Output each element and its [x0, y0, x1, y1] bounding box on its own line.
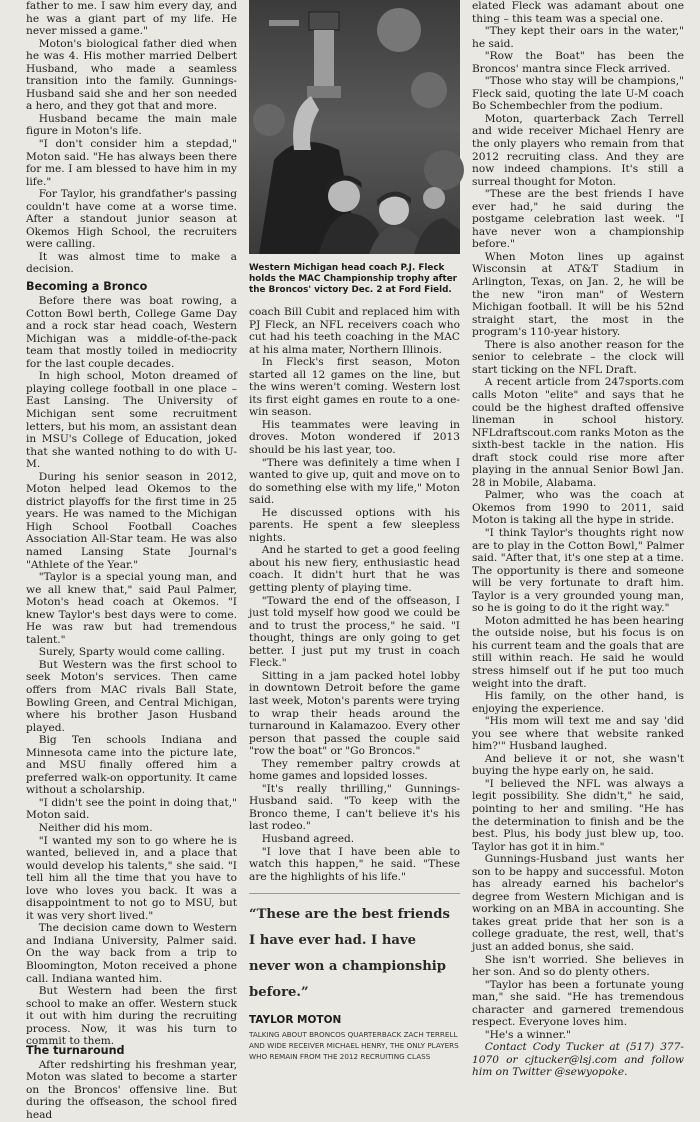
pull-quote-description: TALKING ABOUT BRONCOS QUARTERBACK ZACH TERRELL AND WIDE RECEIVER MICHAEL HENRY, THE ONLY PLAYERS WHO REMAIN FROM THE 2012 RECRUITING CLASS	[249, 1030, 459, 1062]
article-paragraph: "Those who stay will be champions," Fleck said, quoting the late U-M coach Bo Schembechler from the podium.	[472, 75, 684, 113]
article-paragraph: Gunnings-Husband just wants her son to be happy and successful. Moton has already earned his bachelor's degree from Western Michigan and is working on an MBA in accounting. She takes great pride that her son is a college graduate, the rest, well, that's just an added bonus, she said.	[472, 853, 684, 954]
article-paragraph: Surely, Sparty would come calling.	[38, 646, 226, 659]
section-heading-becoming-a-bronco: Becoming a Bronco	[26, 280, 148, 294]
article-paragraph: In Fleck's first season, Moton started all 12 games on the line, but the wins weren't coming. Western lost its first eight games en route to a one-win season.	[249, 356, 460, 419]
pull-quote	[249, 893, 460, 1062]
article-paragraph: There is also another reason for the senior to celebrate – the clock will start ticking on the NFL Draft.	[472, 338, 684, 376]
article-paragraph: "I didn't see the point in doing that," Moton said.	[26, 796, 237, 822]
article-paragraph: "I wanted my son to go where he is wanted, believed in, and a place that would develop his talents," she said. "I tell him all the time that you have to love who loves you back. It was a disappointment to not go to MSU, but it was very short lived."	[26, 834, 237, 922]
article-paragraph: "I love that I have been able to watch this happen," he said. "These are the highlights of his life."	[249, 845, 460, 883]
article-paragraph: Moton, quarterback Zach Terrell and wide receiver Michael Henry are the only players who remain from that 2012 recruiting class. And they are now indeed champions. It's still a surreal thought for Moton.	[472, 112, 684, 188]
article-paragraph: In high school, Moton dreamed of playing college football in one place – East Lansing. The University of Michigan sent some recruitment letters, but his mom, an assistant dean in MSU's College of Education, joked that she wanted nothing to do with U-M.	[26, 370, 237, 471]
photo-illustration	[249, 0, 460, 254]
article-paragraph: For Taylor, his grandfather's passing couldn't have come at a worse time. After a standout junior season at Okemos High School, the recruiters were calling.	[26, 188, 237, 251]
column-2-text	[249, 306, 460, 883]
column-3	[472, 0, 684, 1087]
article-paragraph: Neither did his mom.	[38, 822, 153, 834]
article-paragraph: Moton admitted he has been hearing the outside noise, but his focus is on his current team and the goals that are still within reach. He said he would stress himself out if he put too much weight into the draft.	[472, 614, 684, 690]
article-paragraph: It was almost time to make a decision.	[26, 250, 237, 276]
trophy-celebration-photo	[249, 0, 460, 254]
article-paragraph: And believe it or not, she wasn't buying the hype early on, he said.	[472, 752, 684, 778]
article-paragraph: Husband became the main male figure in Moton's life.	[26, 112, 237, 138]
article-paragraph: A recent article from 247sports.com calls Moton "elite" and says that he could be the highest drafted offensive lineman in school history. NFLdraftscout.com ranks Moton as the sixth-best tackle in the nation. His draft stock could rise more after playing in the annual Senior Bowl Jan. 28 in Mobile, Alabama.	[472, 376, 684, 489]
article-paragraph: "His mom will text me and say 'did you see where that website ranked him?'" Husband laughed.	[472, 715, 684, 753]
article-paragraph: "Toward the end of the offseason, I just told myself how good we could be and to trust the process," he said. "I thought, things are only going to get better. I just put my trust in coach Fleck."	[249, 594, 460, 670]
article-paragraph: "I believed the NFL was always a legit possibility. She didn't," he said, pointing to her and smiling. "He has the determination to finish and be the best. Plus, his body just blew up, too. Taylor has got it in him."	[472, 777, 684, 853]
article-paragraph: After redshirting his freshman year, Moton was slated to become a starter on the Broncos' offensive line. But during the offseason, the school fired head	[26, 1058, 237, 1122]
article-paragraph: "These are the best friends I have ever had," he said during the postgame celebration last week. "I have never won a championship before."	[472, 188, 684, 251]
article-paragraph: Moton's biological father died when he was 4. His mother married Delbert Husband, who made a seamless transition into the family. Gunnings-Husband said she and her son needed a hero, and they got that and more.	[26, 37, 237, 113]
pull-quote-text: “These are the best friends I have ever had. I have never won a championship before.”	[249, 907, 450, 1001]
section-heading-the-turnaround: The turnaround	[26, 1043, 125, 1057]
column-1-top-text	[26, 0, 237, 276]
column-2	[249, 0, 460, 1087]
article-paragraph: He discussed options with his parents. He spent a few sleepless nights.	[249, 506, 460, 544]
article-paragraph: father to me. I saw him every day, and he was a giant part of my life. He never missed a game."	[26, 0, 237, 38]
article-paragraph: "It's really thrilling," Gunnings-Husband said. "To keep with the Bronco theme, I can't believe it's his last rodeo."	[249, 782, 460, 833]
pull-quote-attribution: TAYLOR MOTON	[249, 1014, 342, 1027]
article-paragraph: They remember paltry crowds at home games and lopsided losses.	[249, 757, 460, 783]
column-3-text	[472, 0, 684, 1041]
article-paragraph: Husband agreed.	[261, 832, 355, 845]
article-paragraph: "He's a winner."	[484, 1028, 572, 1041]
article-paragraph: Palmer, who was the coach at Okemos from 1990 to 2011, said Moton is taking all the hype in stride.	[472, 489, 684, 527]
column-1	[26, 0, 237, 1122]
article-paragraph: The decision came down to Western and Indiana University, Palmer said. On the way back from a trip to Bloomington, Moton received a phone call. Indiana wanted him.	[26, 922, 237, 985]
article-paragraph: When Moton lines up against Wisconsin at AT&T Stadium in Arlington, Texas, on Jan. 2, he will be the new "iron man" of Western Michigan football. It will be his 52nd straight start, the most in the program's 110-year history.	[472, 250, 684, 339]
article-paragraph: And he started to get a good feeling about his new fiery, enthusiastic head coach. It didn't hurt that he was getting plenty of playing time.	[249, 544, 460, 595]
article-paragraph: "I think Taylor's thoughts right now are to play in the Cotton Bowl," Palmer said. "After that, it's one step at a time. The opportunity is there and someone will be very fortunate to draft him. Taylor is a very grounded young man, so he is going to do it the right way."	[472, 526, 684, 615]
author-contact-credit: Contact Cody Tucker at (517) 377-1070 or cjtucker@lsj.com and follow him on Twitter @sewyopoke.	[472, 1041, 684, 1079]
article-paragraph: Big Ten schools Indiana and Minnesota came into the picture late, and MSU finally offered him a preferred walk-on opportunity. It came without a scholarship.	[26, 734, 237, 797]
article-paragraph: "I don't consider him a stepdad," Moton said. "He has always been there for me. I am blessed to have him in my life."	[26, 138, 237, 188]
article-paragraph: "They kept their oars in the water," he said.	[472, 25, 684, 50]
article-paragraph: "Taylor is a special young man, and we all knew that," said Paul Palmer, Moton's head coach at Okemos. "I knew Taylor's best days were to come. He was raw but had tremendous talent."	[26, 571, 237, 646]
article-paragraph: But Western had been the first school to make an offer. Western stuck it out with him during the recruiting process. Now, it was his turn to commit to them.	[26, 985, 237, 1048]
photo-caption: Western Michigan head coach P.J. Fleck holds the MAC Championship trophy after the Broncos' victory Dec. 2 at Ford Field.	[249, 263, 458, 295]
article-paragraph: She isn't worried. She believes in her son. And so do plenty others.	[472, 953, 684, 979]
article-paragraph: His family, on the other hand, is enjoying the experience.	[472, 690, 684, 715]
article-paragraph: "Row the Boat" has been the Broncos' mantra since Fleck arrived.	[472, 50, 684, 75]
article-paragraph: His teammates were leaving in droves. Moton wondered if 2013 should be his last year, too.	[249, 418, 460, 457]
article-paragraph: But Western was the first school to seek Moton's services. Then came offers from MAC rivals Ball State, Bowling Green, and Central Michigan, where his brother Jason Husband played.	[26, 658, 237, 734]
column-1-bottom-text	[26, 1059, 237, 1122]
article-paragraph: coach Bill Cubit and replaced him with PJ Fleck, an NFL receivers coach who cut had his teeth coaching in the MAC at his alma mater, Northern Illinois.	[249, 306, 460, 356]
column-1-middle-text	[26, 295, 237, 1048]
article-paragraph: Sitting in a jam packed hotel lobby in downtown Detroit before the game last week, Moton's parents were trying to wrap their heads around the turnaround in Kalamazoo. Every other person that passed the couple said "row the boat" or "Go Broncos."	[249, 669, 460, 758]
article-paragraph: During his senior season in 2012, Moton helped lead Okemos to the district playoffs for the first time in 25 years. He was named to the Michigan High School Football Coaches Association All-Star team. He was also named Lansing State Journal's "Athlete of the Year."	[26, 470, 237, 571]
article-paragraph: elated Fleck was adamant about one thing – this team was a special one.	[472, 0, 684, 25]
article-paragraph: "Taylor has been a fortunate young man," she said. "He has tremendous character and garnered tremendous respect. Everyone loves him.	[472, 978, 684, 1029]
article-paragraph: "There was definitely a time when I wanted to give up, quit and move on to do something else with my life," Moton said.	[249, 456, 460, 507]
article-paragraph: Before there was boat rowing, a Cotton Bowl berth, College Game Day and a rock star head coach, Western Michigan was a middle-of-the-pack team that mostly toiled in mediocrity for the last couple decades.	[26, 295, 237, 370]
